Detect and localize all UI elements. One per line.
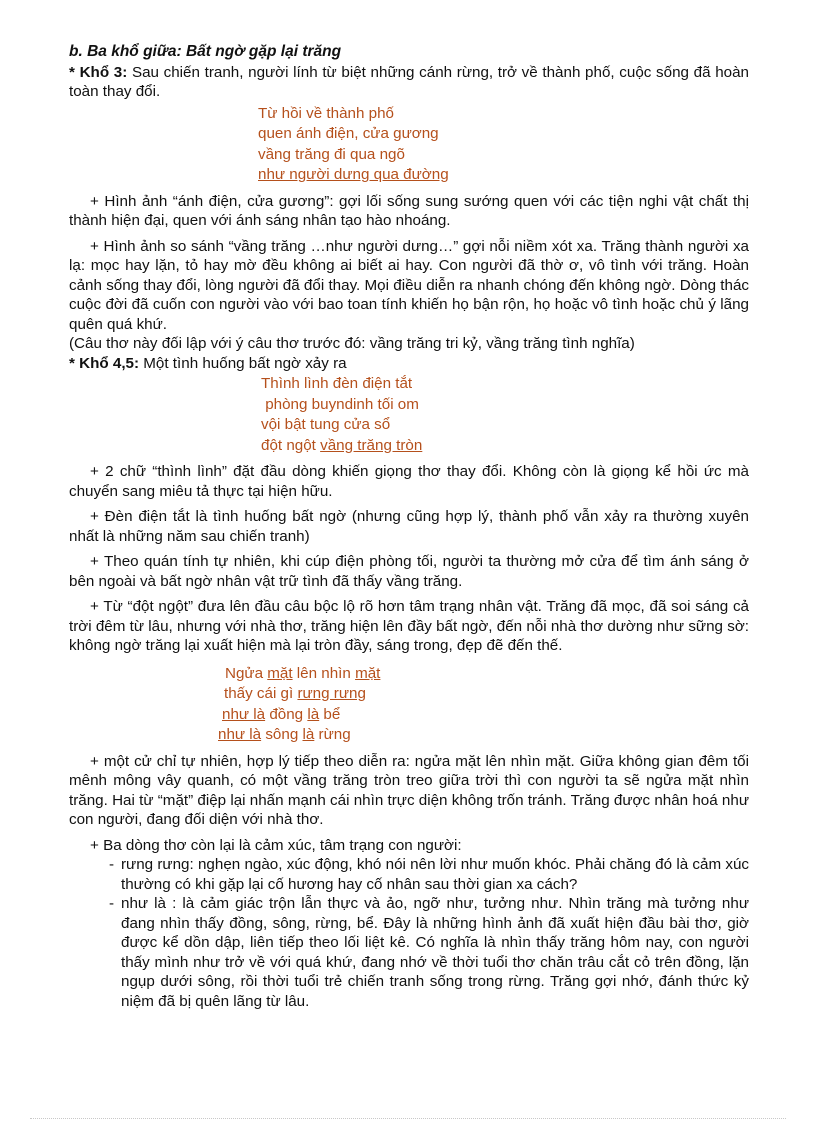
kho3-paragraph bbox=[69, 63, 749, 102]
poem-line: phòng buyndinh tối om bbox=[261, 395, 419, 413]
poem-fragment: đồng bbox=[265, 705, 308, 723]
paragraph: + 2 chữ “thình lình” đặt đầu dòng khiến giọng thơ thay đổi. Không còn là giọng kể hồi ức mà chuyển sang miêu tả thực tại hiện hữu. bbox=[69, 463, 749, 500]
paragraph: + Hình ảnh “ánh điện, cửa gương”: gợi lối sống sung sướng quen với các tiện nghi vật chất thị thành hiện đại, quen với ánh sáng nhân tạo hào nhoáng. bbox=[69, 192, 749, 229]
poem-fragment: mặt bbox=[267, 664, 293, 682]
paragraph: + Ba dòng thơ còn lại là cảm xúc, tâm trạng con người: bbox=[90, 836, 462, 854]
poem-line: Thình lình đèn điện tắt bbox=[261, 375, 413, 392]
poem-fragment: thấy cái gì bbox=[224, 685, 298, 702]
poem-line: vầng trăng đi qua ngõ bbox=[258, 145, 405, 163]
poem-fragment: rưng rưng bbox=[297, 685, 366, 702]
poem-fragment: như là bbox=[222, 705, 266, 723]
poem-stanza-3 bbox=[258, 104, 749, 186]
poem-line: như người dưng qua đường bbox=[258, 166, 449, 183]
kho45-lead: * Khổ 4,5: bbox=[69, 354, 140, 372]
paragraph: + Từ “đột ngột” đưa lên đầu câu bộc lộ rõ hơn tâm trạng nhân vật. Trăng đã mọc, đã soi sáng cả trời đêm từ lâu, nhưng với nhà thơ, trăng hiện lên đầy bất ngờ, đến nỗi nhà thơ dường như sững sờ: không ngờ trăng lại xuất hiện mà lại tròn đầy, sáng trong, đẹp đẽ đến thế. bbox=[69, 598, 749, 654]
poem-fragment: sông bbox=[261, 726, 303, 743]
poem-line bbox=[225, 664, 749, 685]
poem-fragment: mặt bbox=[355, 664, 381, 682]
paragraph: + một cử chỉ tự nhiên, hợp lý tiếp theo diễn ra: ngửa mặt lên nhìn mặt. Giữa không gian đêm tối mênh mông vây quanh, có một vầng trăng tròn treo giữa trời thì con người ta sẽ ngửa mặt nhìn trăng. Hai từ “mặt” điệp lại nhấn mạnh cái nhìn trực diện không trốn tránh. Trăng được nhân hoá như con người, đang đối diện với nhà thơ. bbox=[69, 752, 749, 828]
poem-fragment: bể bbox=[319, 705, 341, 723]
paragraph: + Đèn điện tắt là tình huống bất ngờ (nhưng cũng hợp lý, thành phố vẫn xảy ra thường xuyên nhất là những năm sau chiến tranh) bbox=[69, 508, 749, 545]
poem-line: quen ánh điện, cửa gương bbox=[258, 125, 439, 142]
page-bottom-divider bbox=[30, 1118, 786, 1119]
poem-fragment: là bbox=[307, 705, 320, 723]
poem-fragment: vầng trăng tròn bbox=[320, 436, 423, 454]
poem-fragment: như là bbox=[218, 726, 262, 743]
poem-fragment: Ngửa bbox=[225, 664, 268, 682]
paragraph-note: (Câu thơ này đối lập với ý câu thơ trước đó: vầng trăng tri kỷ, vầng trăng tình nghĩa) bbox=[69, 335, 635, 352]
document-page bbox=[69, 42, 749, 1011]
kho3-lead: * Khổ 3: bbox=[69, 63, 128, 81]
kho45-text: Một tình huống bất ngờ xảy ra bbox=[139, 354, 347, 372]
list-item: - rưng rưng: nghẹn ngào, xúc động, khó nói nên lời như muốn khóc. Phải chăng đó là cảm xúc thường có khi gặp lại cố hương hay cố nhân sau thời gian xa cách? bbox=[109, 855, 749, 894]
poem-line bbox=[261, 436, 749, 457]
paragraph: + Hình ảnh so sánh “vầng trăng …như người dưng…” gợi nỗi niềm xót xa. Trăng thành người xa lạ: mọc hay lặn, tỏ hay mờ đều không ai biết ai hay. Con người đã thờ ơ, vô tình với trăng. Hoàn cảnh sống thay đổi, lòng người đã đổi thay. Mọi điều diễn ra nhanh chóng đến không ngờ. Dòng thác cuộc đời đã cuốn con người vào với bao toan tính khiến họ bận rộn, họ hoặc vô tình hoặc chủ ý lãng quên quá khứ. bbox=[69, 237, 749, 333]
poem-line bbox=[218, 725, 749, 746]
poem-line: vội bật tung cửa sổ bbox=[261, 416, 391, 433]
poem-fragment: đột ngột bbox=[261, 436, 321, 454]
poem-fragment: lên nhìn bbox=[292, 664, 356, 682]
poem-stanza-45 bbox=[261, 374, 749, 456]
paragraph: + Theo quán tính tự nhiên, khi cúp điện phòng tối, người ta thường mở cửa để tìm ánh sáng ở bên ngoài và bất ngờ nhân vật trữ tình đã thấy vầng trăng. bbox=[69, 553, 749, 590]
poem-fragment: rừng bbox=[314, 726, 351, 743]
list-item: - như là : là cảm giác trộn lẫn thực và ảo, ngỡ như, tưởng như. Nhìn trăng mà tưởng như đang nhìn thấy đồng, sông, rừng, bể. Đây là những hình ảnh đã xuất hiện đầu bài thơ, giờ được kể dồn dập, liên tiếp theo lối liệt kê. Có nghĩa là nhìn thấy trăng hôm nay, con người thấy mình như trở về với quá khứ, đang nhớ về thời tuổi thơ chăn trâu cắt cỏ trên đồng, lặn ngụp dưới sông, rồi thời tuổi trẻ chiến tranh sống trong rừng. Trăng gợi nhớ, đánh thức kỷ niệm đã bị quên lãng từ lâu. bbox=[109, 894, 749, 1011]
bullet-list bbox=[109, 855, 749, 1011]
poem-stanza-face bbox=[69, 664, 749, 746]
poem-fragment: là bbox=[302, 726, 315, 743]
kho3-text: Sau chiến tranh, người lính từ biệt những cánh rừng, trở về thành phố, cuộc sống đã hoàn toàn thay đổi. bbox=[69, 63, 749, 100]
poem-line bbox=[222, 705, 749, 726]
poem-line bbox=[224, 684, 749, 705]
section-heading: b. Ba khổ giữa: Bất ngờ gặp lại trăng bbox=[69, 43, 342, 60]
kho45-paragraph bbox=[69, 354, 749, 374]
poem-line: Từ hồi về thành phố bbox=[258, 104, 394, 122]
